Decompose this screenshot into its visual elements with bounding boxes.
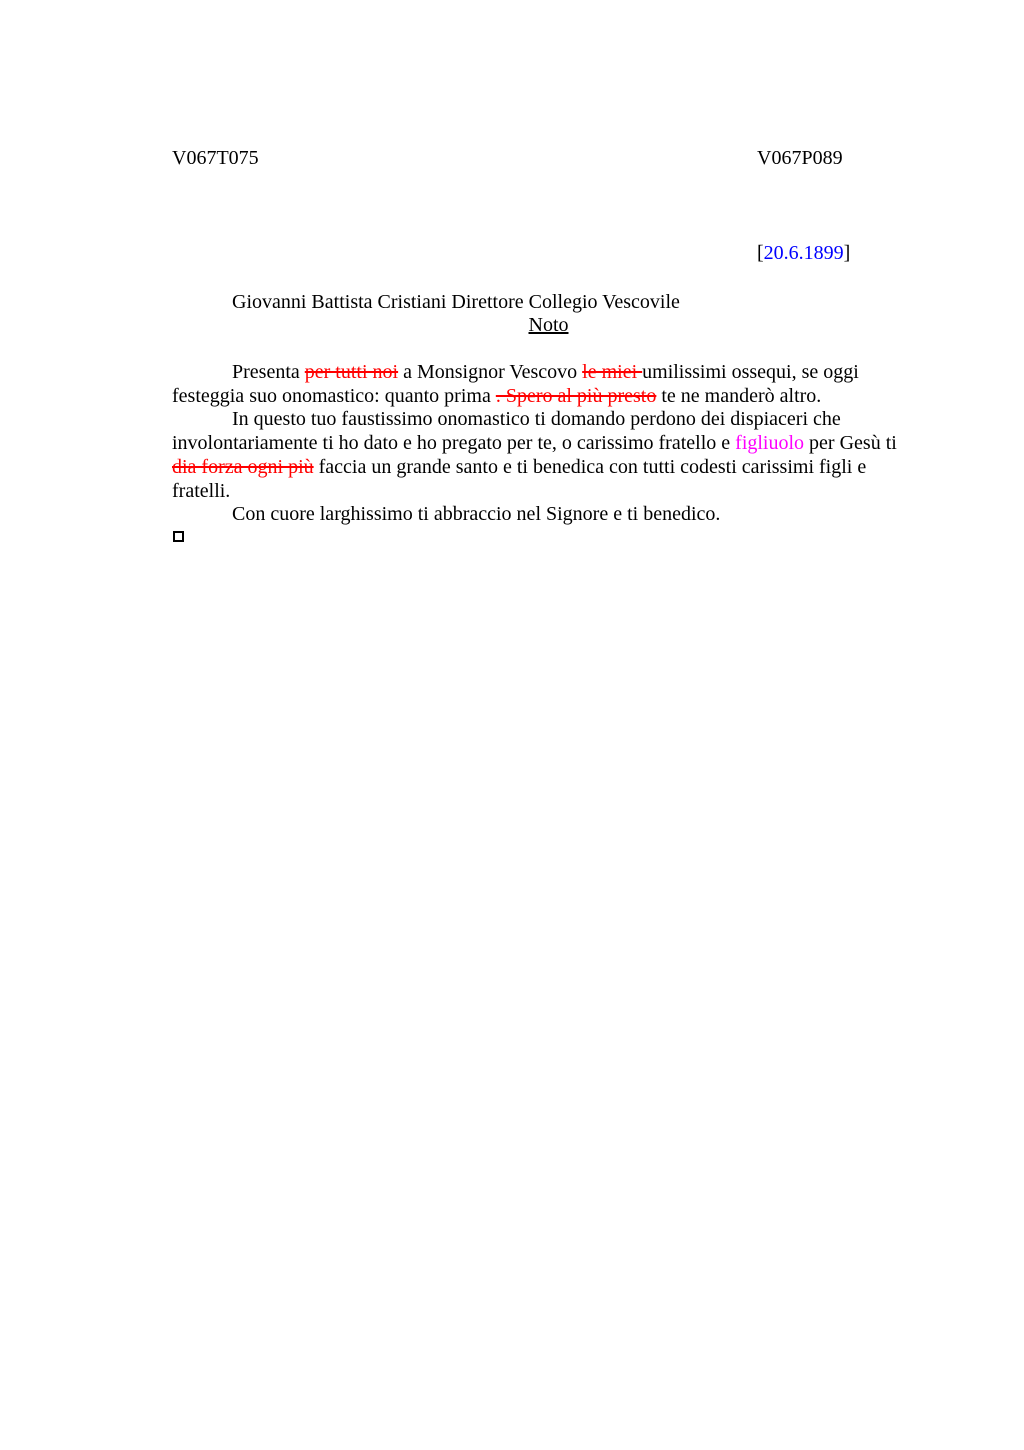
text-segment: Presenta [232,361,305,383]
deleted-text: per tutti noi [304,361,399,383]
text-segment: umilissimi ossequi, se oggi festeggia suo onomastico: quanto prima [172,361,859,407]
letter-date [757,241,850,265]
document-code-right: V067P089 [757,147,843,169]
letter-body [172,361,924,527]
text-segment: faccia un grande santo e ti benedica con tutti codesti carissimi figli e fratelli. [172,455,867,502]
text-segment: a Monsignor Vescovo [398,361,583,383]
date-open-bracket: [ [757,242,764,264]
text-segment: In questo tuo faustissimo onomastico ti domando perdono dei dispiaceri che involontariamente ti ho dato e ho pregato per te, o carissimo fratello e [172,408,841,455]
inserted-text: figliuolo [735,432,805,455]
recipient-line: Giovanni Battista Cristiani Direttore Collegio Vescovile [232,291,680,313]
date-value: 20.6.1899 [763,242,844,264]
deleted-text: . Spero al più presto [495,384,657,407]
place-name: Noto [528,314,569,336]
square-outline-icon [173,531,184,542]
text-segment: te ne manderò altro. [656,384,822,407]
date-close-bracket: ] [843,242,851,264]
letter-paragraph [172,408,924,503]
document-code-left: V067T075 [172,147,259,169]
letter-paragraph [172,503,924,527]
deleted-text: dia forza ogni più [172,455,314,478]
place-line [0,313,1024,337]
text-segment: per Gesù ti [804,432,897,455]
letter-paragraph [172,361,924,408]
deleted-text: le miei [582,361,643,383]
text-segment: Con cuore larghissimo ti abbraccio nel Signore e ti benedico. [232,503,721,526]
